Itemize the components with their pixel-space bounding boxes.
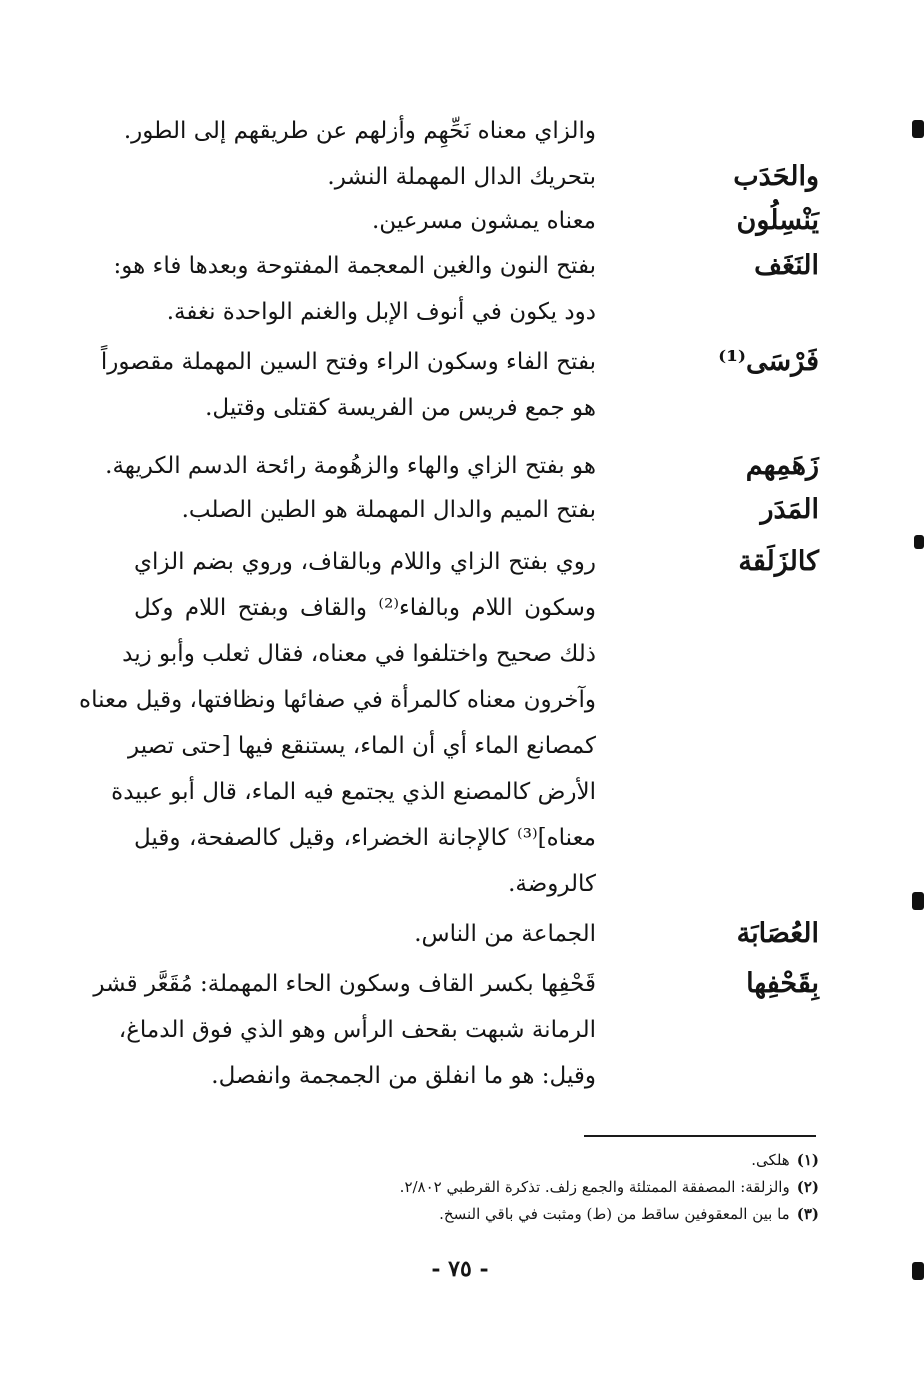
entry-definition [134,198,596,244]
footnote-number: (٢) [796,1178,819,1196]
entry-definition [123,108,596,154]
definition-line: هو بفتح الزاي والهاء والزهُومة رائحة الدسم الكريهة. [105,453,596,479]
footnote [319,1174,819,1201]
entry-definition [93,961,596,1099]
entry-headword: بِقَحْفِها [746,968,819,999]
entry-definition [134,154,596,200]
edge-mark [912,1262,924,1280]
page-number: - ٧٥ - [431,1256,489,1282]
definition-line: بفتح النون والغين المعجمة المفتوحة وبعدها فاء هو: [113,253,596,279]
footnote-text: هلكى. [751,1151,790,1169]
definition-line: الرمانة شبهت بقحف الرأس وهو الذي فوق الدماغ، [118,1017,596,1043]
definition-line: ذلك صحيح واختلفوا في معناه، فقال ثعلب وأبو زيد [122,641,596,667]
entry-definition [105,443,596,489]
edge-mark [912,892,924,910]
entry-definition [134,911,596,957]
footnotes [319,1147,819,1228]
definition-line: هو جمع فريس من الفريسة كقتلى وقتيل. [205,395,596,421]
entry-definition [100,339,596,431]
definition-line: دود يكون في أنوف الإبل والغنم الواحدة نغفة. [166,299,596,325]
definition-line: وقيل: هو ما انفلق من الجمجمة وانفصل. [211,1063,596,1089]
definition-line: بفتح الميم والدال المهملة هو الطين الصلب. [181,497,596,523]
definition-line: بتحريك الدال المهملة النشر. [327,164,596,190]
entry-definition [113,243,596,335]
entry-headword: العُصَابَة [736,918,819,949]
entry-headword: النَغَف [754,250,819,281]
entry-headword: فَرْسَى⁽¹⁾ [718,346,819,377]
entry-headword: يَنْسِلُون [736,205,819,236]
definition-line: والزاي معناه نَحِّهِم وأزلهم عن طريقهم إلى الطور. [123,118,596,144]
definition-line: بفتح الفاء وسكون الراء وفتح السين المهملة مقصوراً [100,349,596,375]
footnote-separator [584,1135,816,1137]
definition-line: معناه يمشون مسرعين. [371,208,596,234]
entry-definition [134,487,596,533]
entry-headword: زَهَمِهم [745,450,819,481]
definition-line: الجماعة من الناس. [414,921,596,947]
definition-line: الأرض كالمصنع الذي يجتمع فيه الماء، قال أبو عبيدة [111,779,596,805]
definition-line: وآخرون معناه كالمرأة في صفائها ونظافتها، وقيل معناه [79,687,596,713]
entry-headword: كالزَلَقة [738,546,819,577]
footnote [319,1147,819,1174]
footnote [319,1201,819,1228]
edge-mark [912,120,924,138]
definition-line: روي بفتح الزاي واللام وبالقاف، وروي بضم الزاي [134,549,596,575]
definition-line: قَحْفِها بكسر القاف وسكون الحاء المهملة: مُقَعَّر قشر [93,971,596,997]
edge-mark [914,535,924,549]
footnote-number: (١) [796,1151,819,1169]
definition-line: معناه]⁽³⁾ كالإجانة الخضراء، وقيل كالصفحة، وقيل [134,825,596,851]
definition-line: كالروضة. [508,871,596,897]
definition-line: وسكون اللام وبالفاء⁽²⁾ والقاف وبفتح اللام وكل [134,595,596,621]
entry-headword: المَدَر [760,494,819,525]
footnote-text: والزلقة: المصفقة الممتلئة والجمع زلف. تذكرة القرطبي ٢/٨٠٢. [399,1178,790,1196]
footnote-text: ما بين المعقوفين ساقط من (ط) ومثبت في باقي النسخ. [439,1205,790,1223]
entry-definition [79,539,596,907]
definition-line: كمصانع الماء أي أن الماء، يستنقع فيها [حتى تصير [128,733,596,759]
entry-headword: والحَدَب [733,161,819,192]
footnote-number: (٣) [796,1205,819,1223]
